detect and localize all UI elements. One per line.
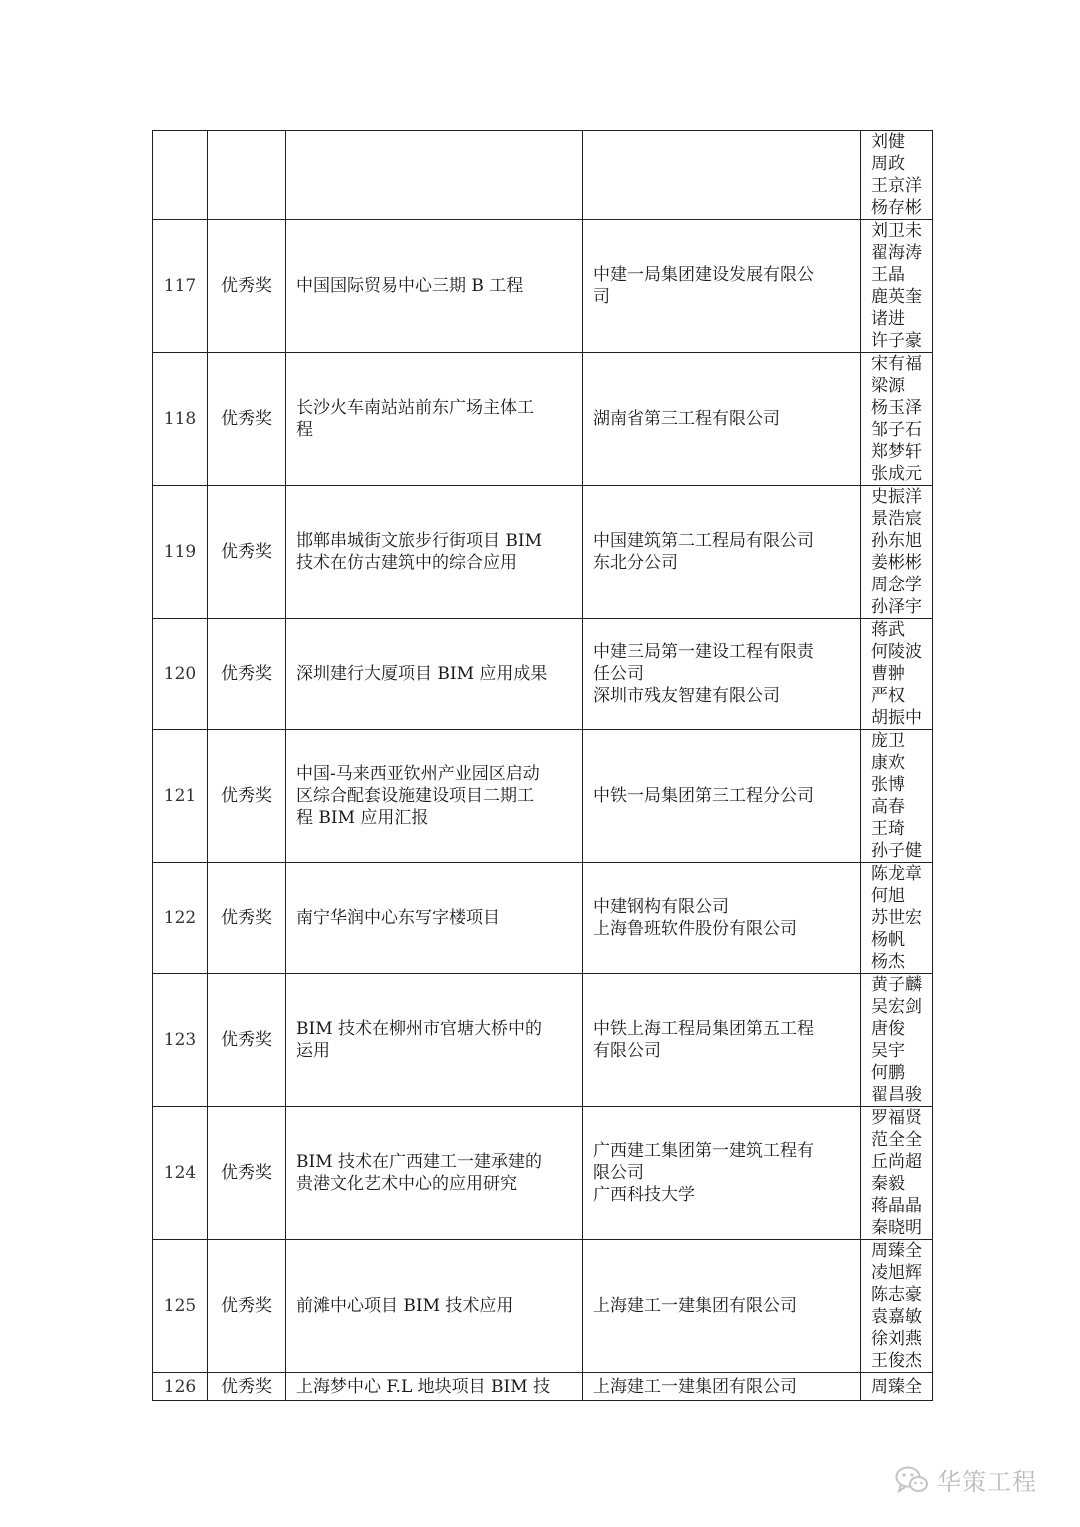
member-list — [861, 1240, 933, 1373]
member-name: 周政 — [871, 154, 905, 174]
project-name-line: BIM 技术在广西建工一建承建的 — [296, 1152, 543, 1172]
member-list — [861, 1107, 933, 1240]
member-name: 蒋武 — [871, 620, 905, 640]
project-name-line: 深圳建行大厦项目 BIM 应用成果 — [296, 664, 548, 684]
project-name — [286, 974, 583, 1107]
member-name: 孙东旭 — [871, 531, 922, 551]
member-name: 陈志豪 — [871, 1285, 922, 1305]
project-name-line: 中国国际贸易中心三期 B 工程 — [296, 276, 524, 296]
company-name — [583, 863, 861, 974]
project-name-line: 长沙火车南站站前东广场主体工 — [296, 398, 534, 418]
awards-table-body — [153, 131, 933, 1401]
table-row — [153, 730, 933, 863]
member-list — [861, 353, 933, 486]
company-name-line: 上海鲁班软件股份有限公司 — [593, 919, 797, 939]
member-name: 宋有福 — [871, 354, 922, 374]
project-name-line: 技术在仿古建筑中的综合应用 — [296, 553, 517, 573]
member-name: 罗福贤 — [871, 1108, 922, 1128]
member-list — [861, 730, 933, 863]
member-name: 翟昌骏 — [871, 1085, 922, 1105]
award-level: 优秀奖 — [208, 1240, 286, 1373]
member-name: 景浩宸 — [871, 509, 922, 529]
award-level: 优秀奖 — [208, 486, 286, 619]
member-name: 王京洋 — [871, 176, 922, 196]
member-list — [861, 131, 933, 220]
member-name: 吴宏剑 — [871, 997, 922, 1017]
member-list — [861, 619, 933, 730]
member-list — [861, 863, 933, 974]
project-name — [286, 619, 583, 730]
company-name-line: 司 — [593, 287, 610, 307]
company-name-line: 上海建工一建集团有限公司 — [593, 1296, 797, 1316]
member-name: 胡振中 — [871, 708, 922, 728]
company-name — [583, 1240, 861, 1373]
member-name: 杨玉泽 — [871, 398, 922, 418]
member-name: 翟海涛 — [871, 243, 922, 263]
member-name: 诸进 — [871, 309, 905, 329]
project-name-line: 区综合配套设施建设项目二期工 — [296, 786, 534, 806]
award-level: 优秀奖 — [208, 220, 286, 353]
member-name: 郑梦轩 — [871, 442, 922, 462]
member-name: 周臻全 — [871, 1376, 922, 1397]
member-name: 刘卫未 — [871, 221, 922, 241]
member-name: 孙子健 — [871, 841, 922, 861]
award-level: 优秀奖 — [208, 863, 286, 974]
company-name — [583, 1373, 861, 1401]
award-level: 优秀奖 — [208, 619, 286, 730]
member-name: 周臻全 — [871, 1241, 922, 1261]
project-name-line: 贵港文化艺术中心的应用研究 — [296, 1174, 517, 1194]
project-name — [286, 353, 583, 486]
project-name-line: 运用 — [296, 1041, 330, 1061]
row-number: 126 — [153, 1373, 208, 1401]
member-name: 梁源 — [871, 376, 905, 396]
watermark — [895, 1462, 1037, 1497]
member-list — [861, 1373, 933, 1401]
member-name: 张成元 — [871, 464, 922, 484]
member-name: 范全全 — [871, 1130, 922, 1150]
member-name: 许子豪 — [871, 331, 922, 351]
table-row — [153, 863, 933, 974]
company-name — [583, 486, 861, 619]
project-name — [286, 486, 583, 619]
company-name — [583, 220, 861, 353]
project-name-line: 程 — [296, 420, 313, 440]
project-name-line: 前滩中心项目 BIM 技术应用 — [296, 1296, 514, 1316]
member-name: 张博 — [871, 775, 905, 795]
member-name: 鹿英奎 — [871, 287, 922, 307]
table-row — [153, 353, 933, 486]
project-name-line: 南宁华润中心东写字楼项目 — [296, 908, 500, 928]
company-name — [583, 1107, 861, 1240]
company-name-line: 中铁一局集团第三工程分公司 — [593, 786, 814, 806]
table-row — [153, 1107, 933, 1240]
member-name: 高春 — [871, 797, 905, 817]
member-name: 何鹏 — [871, 1063, 905, 1083]
award-level: 优秀奖 — [208, 1107, 286, 1240]
member-name: 蒋晶晶 — [871, 1196, 922, 1216]
member-name: 徐刘燕 — [871, 1329, 922, 1349]
project-name-line: 上海梦中心 F.L 地块项目 BIM 技 — [296, 1376, 551, 1397]
company-name-line: 广西建工集团第一建筑工程有 — [593, 1141, 814, 1161]
row-number: 117 — [153, 220, 208, 353]
row-number: 125 — [153, 1240, 208, 1373]
member-name: 庞卫 — [871, 731, 905, 751]
award-level: 优秀奖 — [208, 1373, 286, 1401]
project-name — [286, 220, 583, 353]
table-row — [153, 1373, 933, 1401]
project-name-line: 中国-马来西亚钦州产业园区启动 — [296, 764, 540, 784]
member-name: 康欢 — [871, 753, 905, 773]
company-name-line: 有限公司 — [593, 1041, 661, 1061]
member-name: 杨杰 — [871, 952, 905, 972]
member-name: 秦毅 — [871, 1174, 905, 1194]
project-name-line: 程 BIM 应用汇报 — [296, 808, 429, 828]
company-name-line: 中建钢构有限公司 — [593, 897, 729, 917]
company-name — [583, 353, 861, 486]
member-name: 丘尚超 — [871, 1152, 922, 1172]
table-row — [153, 974, 933, 1107]
row-number: 118 — [153, 353, 208, 486]
project-name-line: 邯郸串城街文旅步行街项目 BIM — [296, 531, 543, 551]
member-name: 王俊杰 — [871, 1351, 922, 1371]
row-number: 124 — [153, 1107, 208, 1240]
table-row — [153, 486, 933, 619]
member-name: 周念学 — [871, 575, 922, 595]
row-number: 123 — [153, 974, 208, 1107]
member-name: 黄子麟 — [871, 975, 922, 995]
company-name — [583, 131, 861, 220]
member-list — [861, 220, 933, 353]
company-name-line: 中建三局第一建设工程有限责 — [593, 642, 814, 662]
project-name — [286, 863, 583, 974]
company-name-line: 限公司 — [593, 1163, 644, 1183]
award-level: 优秀奖 — [208, 974, 286, 1107]
project-name — [286, 730, 583, 863]
member-name: 何旭 — [871, 886, 905, 906]
member-name: 邹子石 — [871, 420, 922, 440]
wechat-icon — [895, 1465, 929, 1495]
company-name — [583, 619, 861, 730]
company-name-line: 任公司 — [593, 664, 644, 684]
watermark-text: 华策工程 — [937, 1468, 1037, 1496]
member-name: 王晶 — [871, 265, 905, 285]
company-name-line: 中建一局集团建设发展有限公 — [593, 265, 814, 285]
row-number — [153, 131, 208, 220]
member-name: 姜彬彬 — [871, 553, 922, 573]
row-number: 120 — [153, 619, 208, 730]
project-name — [286, 131, 583, 220]
project-name — [286, 1373, 583, 1401]
member-name: 秦晓明 — [871, 1218, 922, 1238]
table-row — [153, 220, 933, 353]
row-number: 122 — [153, 863, 208, 974]
member-name: 杨帆 — [871, 930, 905, 950]
member-name: 袁嘉敏 — [871, 1307, 922, 1327]
project-name — [286, 1107, 583, 1240]
company-name-line: 广西科技大学 — [593, 1185, 695, 1205]
table-row — [153, 1240, 933, 1373]
company-name-line: 湖南省第三工程有限公司 — [593, 409, 780, 429]
member-name: 史振洋 — [871, 487, 922, 507]
company-name-line: 上海建工一建集团有限公司 — [593, 1376, 797, 1397]
company-name-line: 中铁上海工程局集团第五工程 — [593, 1019, 814, 1039]
member-name: 吴宇 — [871, 1041, 905, 1061]
member-name: 苏世宏 — [871, 908, 922, 928]
awards-table — [152, 130, 933, 1401]
row-number: 119 — [153, 486, 208, 619]
member-list — [861, 486, 933, 619]
member-name: 杨存彬 — [871, 198, 922, 218]
project-name — [286, 1240, 583, 1373]
member-name: 唐俊 — [871, 1019, 905, 1039]
company-name — [583, 974, 861, 1107]
company-name-line: 中国建筑第二工程局有限公司 — [593, 531, 814, 551]
company-name — [583, 730, 861, 863]
member-name: 刘健 — [871, 132, 905, 152]
table-row — [153, 619, 933, 730]
award-level — [208, 131, 286, 220]
table-row — [153, 131, 933, 220]
member-name: 严权 — [871, 686, 905, 706]
member-name: 曹翀 — [871, 664, 905, 684]
member-name: 陈龙章 — [871, 864, 922, 884]
member-name: 何陵波 — [871, 642, 922, 662]
member-name: 凌旭辉 — [871, 1263, 922, 1283]
company-name-line: 深圳市残友智建有限公司 — [593, 686, 780, 706]
member-name: 孙泽宇 — [871, 597, 922, 617]
company-name-line: 东北分公司 — [593, 553, 678, 573]
member-name: 王琦 — [871, 819, 905, 839]
project-name-line: BIM 技术在柳州市官塘大桥中的 — [296, 1019, 543, 1039]
award-level: 优秀奖 — [208, 353, 286, 486]
member-list — [861, 974, 933, 1107]
row-number: 121 — [153, 730, 208, 863]
award-level: 优秀奖 — [208, 730, 286, 863]
